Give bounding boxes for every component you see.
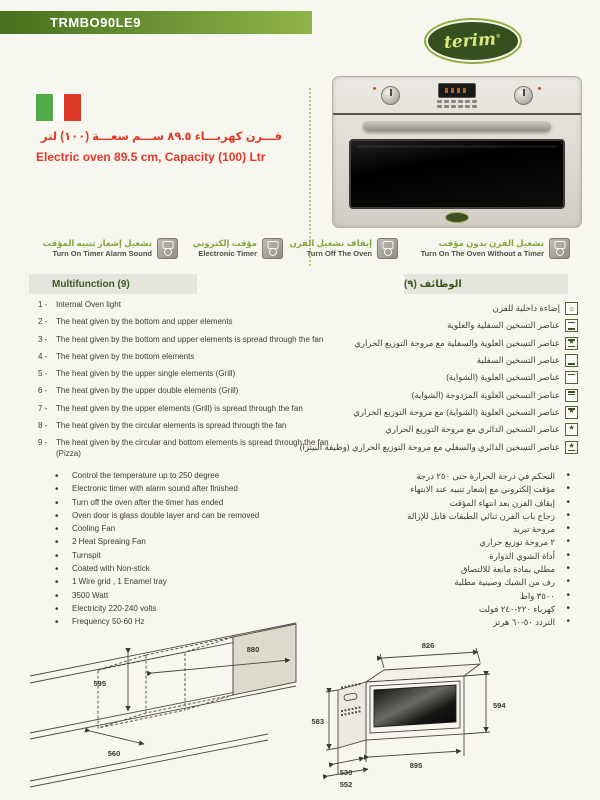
feature-electronic-timer — [186, 231, 283, 265]
top-double-elements-icon — [565, 389, 578, 402]
brand-logo — [424, 18, 522, 64]
spec-item: • ٣٥٠٠ واط — [320, 591, 570, 604]
oven-digital-display — [438, 83, 476, 98]
function-item: 9 - The heat given by the circular and bottom elements is spread through the fan (Pizza) — [38, 438, 329, 459]
feature-label-arabic: إيقاف تشغيل الفرن — [289, 237, 372, 248]
function-item: 1 - Internal Oven light — [38, 300, 121, 309]
spec-item: • Frequency 50-60 Hz — [55, 617, 317, 630]
function-item: عناصر التسخين العلوية المزدوجة (الشواية) — [298, 386, 578, 403]
function-item: عناصر التسخين العلوية (الشواية) — [298, 369, 578, 386]
spec-item: • أداة الشوي الدوارة — [320, 551, 570, 564]
multifunction-title-arabic: الوظائف (٩) — [404, 278, 462, 290]
multifunction-list-english — [38, 300, 338, 460]
multifunction-title-english: Multifunction (9) — [52, 278, 130, 290]
function-item: عناصر التسخين السفلية — [298, 352, 578, 369]
spec-item: • كهرباء ٢٢٠-٢٤٠ فولت — [320, 604, 570, 617]
italy-flag-white-stripe — [53, 94, 64, 121]
spec-item: • Control the temperature up to 250 degree — [55, 471, 317, 484]
italy-flag-green-stripe — [36, 94, 53, 121]
oven-button-grid — [437, 100, 477, 108]
registered-mark: ® — [496, 33, 502, 40]
brand-logo-oval — [428, 22, 518, 60]
oven-dimensions-diagram — [326, 648, 490, 776]
spec-item: • إيقاف الفرن بعد انتهاء المؤقت — [320, 498, 570, 511]
bottom-elements-icon — [565, 354, 578, 367]
italy-flag-red-stripe — [64, 94, 81, 121]
spec-item: • مطلي بمادة مانعة للالتصاق — [320, 564, 570, 577]
oven-door-handle — [363, 121, 551, 131]
alarm-bell-knob-icon — [157, 238, 178, 259]
top-element-fan-icon: * — [565, 406, 578, 419]
function-item: 7 - The heat given by the upper elements (Grill) is spread through the fan — [38, 403, 303, 413]
spec-item: • رف من الشبك وصينية مطلية — [320, 577, 570, 590]
spec-item: • التردد ٥٠-٦٠ هرتز — [320, 617, 570, 630]
feature-label-english: Turn On The Oven Without a Timer — [420, 248, 544, 258]
spec-item: • زجاج باب الفرن ثنائي الطبقات قابل للإزالة — [320, 511, 570, 524]
feature-turn-off-oven — [289, 231, 398, 265]
top-bottom-elements-icon — [565, 319, 578, 332]
top-bottom-elements-fan-icon: * — [565, 337, 578, 350]
spec-item: • ٢ مروحة توزيع حراري — [320, 537, 570, 550]
function-item: 4 - The heat given by the bottom elements — [38, 351, 195, 361]
oven-left-knob-icon — [381, 86, 400, 105]
electronic-timer-knob-icon — [262, 238, 283, 259]
oven-off-knob-icon — [377, 238, 398, 259]
spec-item: • Electricity 220-240 volts — [55, 604, 317, 617]
oven-total-depth-label: 552 — [339, 780, 353, 789]
oven-front-width-label: 895 — [409, 761, 423, 770]
feature-no-timer — [408, 231, 570, 265]
spec-item: • Oven door is glass double layer and can be removed — [55, 511, 317, 524]
spec-item: • Turnspit — [55, 551, 317, 564]
function-item: 5 - The heat given by the upper single elements (Grill) — [38, 369, 236, 379]
feature-label-arabic: تشغيل الفرن بدون مؤقت — [438, 237, 544, 248]
oven-product-image — [332, 76, 582, 228]
function-item: 2 - The heat given by the bottom and upper elements — [38, 317, 233, 327]
function-item: عناصر التسخين العلوية والسفلية مع مروحة التوزيع الحراري * — [298, 335, 578, 352]
header-bar — [0, 11, 312, 34]
circular-element-fan-icon: * — [565, 423, 578, 436]
spec-item: • التحكم في درجة الحرارة حتى ٢٥٠ درجة — [320, 471, 570, 484]
feature-label-arabic: مؤقت إلكتروني — [192, 237, 257, 248]
function-item: 8 - The heat given by the circular elements is spread through the fan — [38, 421, 287, 431]
function-item: عناصر التسخين العلوية (الشواية) مع مروحة التوزيع الحراري * — [298, 404, 578, 421]
oven-brand-badge — [445, 212, 469, 223]
top-single-element-icon — [565, 371, 578, 384]
spec-item: • Turn off the oven after the timer has ended — [55, 498, 317, 511]
no-timer-knob-icon — [549, 238, 570, 259]
oven-control-panel — [333, 77, 581, 115]
function-item: عناصر التسخين الدائري مع مروحة التوزيع الحراري * — [298, 421, 578, 438]
product-title-english: Electric oven 89.5 cm, Capacity (100) Ltr — [36, 150, 266, 164]
function-item: عناصر التسخين السفلية والعلوية — [298, 317, 578, 334]
spec-item: • 3500 Watt — [55, 591, 317, 604]
cutout-depth-label: 560 — [107, 749, 121, 758]
product-title-arabic: فـــرن كهربـــاء ٨٩.٥ ســـم سعـــة (١٠٠) لتر — [40, 131, 282, 143]
spec-item: • Coated with Non-stick — [55, 564, 317, 577]
multifunction-list-arabic — [298, 300, 578, 456]
oven-lamp-icon: ☼ — [565, 302, 578, 315]
function-item: 6 - The heat given by the upper double elements (Grill) — [38, 386, 239, 396]
function-item: إضاءة داخلية للفرن ☼ — [298, 300, 578, 317]
oven-top-width-label: 826 — [421, 641, 435, 650]
spec-item: • مؤقت إلكتروني مع إشعار تنبيه عند الانتهاء — [320, 484, 570, 497]
brand-name: terim® — [443, 29, 502, 53]
function-item: 3 - The heat given by the bottom and upper elements is spread through the fan — [38, 334, 324, 344]
feature-label-english: Turn Off The Oven — [306, 248, 372, 258]
spec-item: • 2 Heat Spreaing Fan — [55, 537, 317, 550]
feature-label-arabic: تشغيل إشعار تنبيه المؤقت — [42, 237, 152, 248]
oven-depth-label: 530 — [339, 768, 353, 777]
oven-left-height-label: 583 — [311, 717, 324, 726]
oven-door-glass — [349, 139, 565, 209]
oven-right-height-label: 594 — [493, 701, 506, 710]
circular-bottom-element-fan-icon: * — [565, 441, 578, 454]
feature-label-english: Electronic Timer — [198, 248, 257, 258]
installation-dimensions-drawing — [28, 598, 573, 798]
oven-right-knob-icon — [514, 86, 533, 105]
knob-indicator-dot — [373, 87, 376, 90]
cutout-height-label: 595 — [93, 679, 106, 688]
feature-timer-alarm — [30, 231, 178, 265]
cutout-width-label: 880 — [246, 645, 260, 654]
feature-label-english: Turn On Timer Alarm Sound — [52, 248, 152, 258]
spec-item: • Cooling Fan — [55, 524, 317, 537]
knob-indicator-dot — [538, 87, 541, 90]
multifunction-header-english — [29, 274, 197, 294]
function-item: عناصر التسخين الدائري والسفلي مع مروحة التوزيع الحراري (وظيفة البيتزا) * — [298, 438, 578, 455]
model-number: TRMBO90LE9 — [50, 15, 141, 30]
spec-item: • 1 Wire grid , 1 Enamel tray — [55, 577, 317, 590]
spec-item: • مروحة تبريد — [320, 524, 570, 537]
multifunction-header-arabic — [404, 274, 568, 294]
spec-item: • Electronic timer with alarm sound after finished — [55, 484, 317, 497]
